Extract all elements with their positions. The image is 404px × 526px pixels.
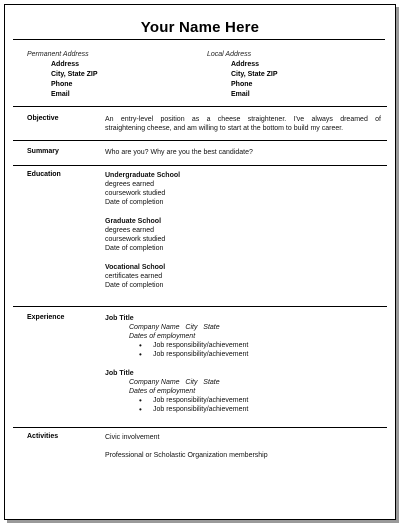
objective-text <box>105 115 381 133</box>
divider-experience <box>13 306 387 307</box>
objective-line-1: An entry-level position as a cheese straightener. I've always dreamed of <box>105 116 381 123</box>
permanent-address-block <box>51 60 98 100</box>
job-company: Company Name City State <box>129 379 220 386</box>
activity-item: Professional or Scholastic Organization membership <box>105 452 268 459</box>
school-detail: coursework studied <box>105 190 166 197</box>
divider-objective <box>13 106 387 107</box>
job-company: Company Name City State <box>129 324 220 331</box>
job-dates: Dates of employment <box>129 388 196 395</box>
education-entries <box>105 171 180 290</box>
school-detail: coursework studied <box>105 236 166 243</box>
school-detail: degrees earned <box>105 227 155 234</box>
permanent-phone-line: Phone <box>51 81 73 88</box>
local-city-line: City, State ZIP <box>231 71 278 78</box>
permanent-city-line: City, State ZIP <box>51 71 98 78</box>
job-entry <box>105 314 375 359</box>
local-address-line: Address <box>231 61 260 68</box>
permanent-email-line: Email <box>51 91 70 98</box>
education-heading: Education <box>27 171 61 178</box>
local-phone-line: Phone <box>231 81 253 88</box>
school-detail: Date of completion <box>105 199 164 206</box>
job-entry <box>105 369 375 414</box>
divider-summary <box>13 140 387 141</box>
school-detail: Date of completion <box>105 282 164 289</box>
activity-item: Civic involvement <box>105 434 160 441</box>
summary-heading: Summary <box>27 148 59 155</box>
header-divider <box>13 39 385 40</box>
job-bullet: • Job responsibility/achievement <box>153 341 375 350</box>
permanent-address-title: Permanent Address <box>27 51 89 58</box>
job-title: Job Title <box>105 315 134 322</box>
school-entry <box>105 263 180 290</box>
job-bullets <box>153 341 375 359</box>
school-detail: degrees earned <box>105 181 155 188</box>
divider-activities <box>13 427 387 428</box>
job-bullets <box>153 396 375 414</box>
summary-text: Who are you? Why are you the best candidate? <box>105 149 253 156</box>
experience-entries <box>105 314 375 414</box>
local-address-title: Local Address <box>207 51 252 58</box>
divider-education <box>13 165 387 166</box>
activities-heading: Activities <box>27 433 59 440</box>
school-entry <box>105 217 180 253</box>
local-address-block <box>231 60 278 100</box>
job-title: Job Title <box>105 370 134 377</box>
permanent-address-line: Address <box>51 61 80 68</box>
job-bullet: • Job responsibility/achievement <box>153 350 375 359</box>
school-name: Undergraduate School <box>105 172 181 179</box>
school-detail: Date of completion <box>105 245 164 252</box>
applicant-name: Your Name Here <box>140 19 260 36</box>
school-entry <box>105 171 180 207</box>
job-bullet: • Job responsibility/achievement <box>153 396 375 405</box>
job-bullet: • Job responsibility/achievement <box>153 405 375 414</box>
experience-heading: Experience <box>27 314 65 321</box>
objective-heading: Objective <box>27 115 59 122</box>
resume-page <box>4 4 396 520</box>
job-dates: Dates of employment <box>129 333 196 340</box>
activities-entries <box>105 433 268 460</box>
objective-line-2: straightening cheese, and am willing to start at the bottom to build my career. <box>105 125 344 132</box>
school-detail: certificates earned <box>105 273 163 280</box>
school-name: Vocational School <box>105 264 166 271</box>
school-name: Graduate School <box>105 218 162 225</box>
local-email-line: Email <box>231 91 250 98</box>
